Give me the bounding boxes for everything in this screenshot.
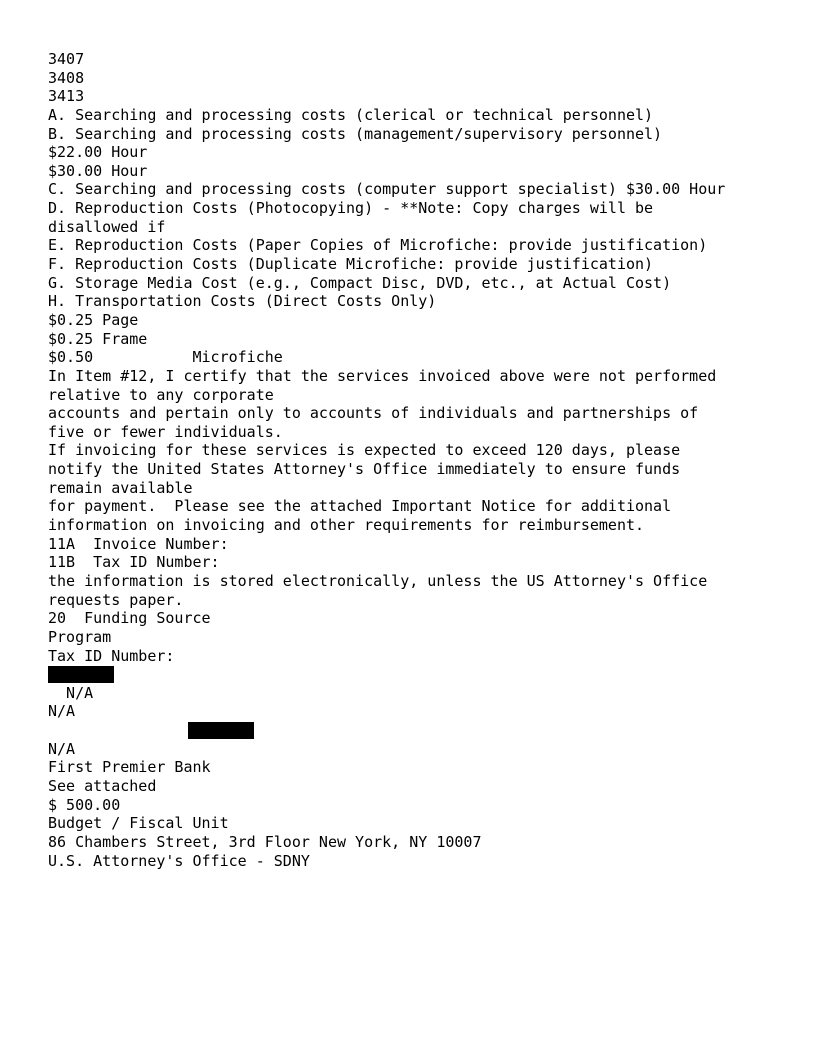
document-body xyxy=(48,50,768,870)
text-line: information on invoicing and other requirements for reimbursement. xyxy=(48,516,645,535)
text-line: F. Reproduction Costs (Duplicate Microfiche: provide justification) xyxy=(48,255,654,274)
text-line: $22.00 Hour xyxy=(48,143,148,162)
redaction-block xyxy=(48,666,114,683)
text-line: N/A xyxy=(48,683,94,702)
text-line: $30.00 Hour xyxy=(48,161,148,180)
text-line: If invoicing for these services is expected to exceed 120 days, please xyxy=(48,441,681,460)
text-line: D. Reproduction Costs (Photocopying) - **Note: Copy charges will be xyxy=(48,199,654,218)
text-line: N/A xyxy=(48,702,76,721)
redaction-block xyxy=(188,722,254,739)
text-line: five or fewer individuals. xyxy=(48,422,283,441)
text-line: 20 Funding Source xyxy=(48,609,211,628)
text-line: $0.50 Microfiche xyxy=(48,348,283,367)
redaction-row xyxy=(48,665,768,684)
text-line: Tax ID Number: xyxy=(48,646,175,665)
text-line: 3408 xyxy=(48,68,85,87)
text-line: remain available xyxy=(48,478,193,497)
text-line: G. Storage Media Cost (e.g., Compact Disc, DVD, etc., at Actual Cost) xyxy=(48,273,672,292)
office-name: U.S. Attorney's Office - SDNY xyxy=(48,851,310,870)
text-line: N/A xyxy=(48,739,76,758)
bank-name: First Premier Bank xyxy=(48,758,211,777)
text-line: for payment. Please see the attached Important Notice for additional xyxy=(48,497,672,516)
text-line: E. Reproduction Costs (Paper Copies of Microfiche: provide justification) xyxy=(48,236,708,255)
amount: $ 500.00 xyxy=(48,795,121,814)
text-line: $0.25 Page xyxy=(48,310,139,329)
text-line: the information is stored electronically, unless the US Attorney's Office xyxy=(48,571,708,590)
text-line: In Item #12, I certify that the services invoiced above were not performed xyxy=(48,366,717,385)
text-line: $0.25 Frame xyxy=(48,329,148,348)
text-line: notify the United States Attorney's Office immediately to ensure funds xyxy=(48,460,681,479)
text-line: H. Transportation Costs (Direct Costs Only) xyxy=(48,292,437,311)
redaction-row xyxy=(48,721,768,740)
text-line: 11B Tax ID Number: xyxy=(48,553,220,572)
text-line: requests paper. xyxy=(48,590,184,609)
text-line: B. Searching and processing costs (management/supervisory personnel) xyxy=(48,124,663,143)
text-line: Program xyxy=(48,627,112,646)
address: 86 Chambers Street, 3rd Floor New York, NY 10007 xyxy=(48,832,482,851)
text-line: accounts and pertain only to accounts of individuals and partnerships of xyxy=(48,404,699,423)
text-line: Budget / Fiscal Unit xyxy=(48,814,229,833)
text-line: relative to any corporate xyxy=(48,385,274,404)
text-line: 3407 xyxy=(48,50,85,68)
text-line: 11A Invoice Number: xyxy=(48,534,229,553)
text-line: 3413 xyxy=(48,87,85,106)
text-line: See attached xyxy=(48,776,157,795)
text-line: disallowed if xyxy=(48,217,166,236)
text-line: C. Searching and processing costs (computer support specialist) $30.00 Hour xyxy=(48,180,726,199)
text-line: A. Searching and processing costs (clerical or technical personnel) xyxy=(48,105,654,124)
